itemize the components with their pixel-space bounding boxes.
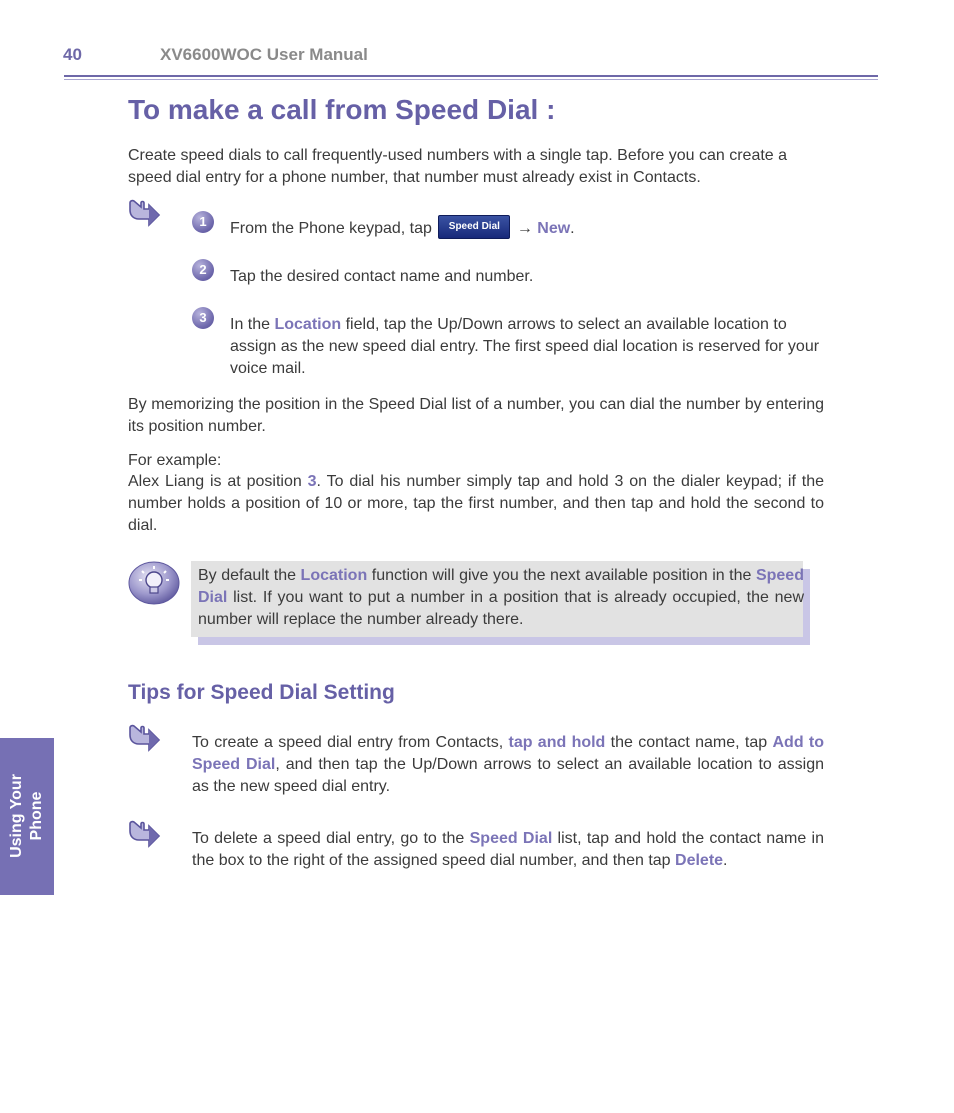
page-title: To make a call from Speed Dial : [128,94,556,125]
tip-1-add-to-speed-dial: Add to Speed Dial [192,734,825,773]
tip-1-part-2: the contact name, tap [610,734,768,751]
step-2-text: Tap the desired contact name and number. [230,268,534,285]
tip-1-part-3: , and then tap the Up/Down arrows to select an available location to assign as the new speed dial entry. [192,756,825,795]
running-title: XV6600WOC User Manual [160,45,368,64]
side-tab-line-2: Phone [28,791,45,841]
intro-paragraph: Create speed dials to call frequently-used numbers with a single tap. Before you can create a speed dial entry for a phone number, that number must already exist in Contacts. [128,147,788,186]
step-1-text [230,218,830,240]
new-menu-item: New [537,220,571,237]
location-field-label: Location [274,316,342,333]
note-part-2: function will give you the next available position in the [371,567,752,584]
tip-1-text [192,732,824,798]
step-number-3: 3 [192,307,214,329]
note-part-1: By default the [198,567,297,584]
note-speed-dial: Speed Dial [198,567,804,606]
header-rule [64,75,878,77]
step-1-text-before: From the Phone keypad, tap [230,220,432,237]
tip-2-speed-dial: Speed Dial [469,830,553,847]
tip-2-text [192,828,824,872]
step-3-text-before: In the [230,316,271,333]
example-text-before: Alex Liang is at position [128,473,302,490]
chapter-side-tab [0,738,54,895]
example-position: 3 [307,473,317,490]
tips-title: Tips for Speed Dial Setting [128,681,395,704]
step-number-2: 2 [192,259,214,281]
step-number-1: 1 [192,211,214,233]
side-tab-line-1: Using Your [8,774,25,858]
step-1-text-after: . [570,220,575,237]
tip-2-part-1: To delete a speed dial entry, go to the [192,830,465,847]
page-number: 40 [63,45,82,64]
step-3-text [230,314,827,380]
header-rule-thin [64,79,878,80]
example-paragraph [128,471,824,537]
chapter-side-tab-label [7,774,47,858]
pointing-hand-icon [127,820,161,850]
pointing-hand-icon [127,724,161,754]
note-location: Location [300,567,368,584]
pointing-hand-icon [127,199,161,229]
step-3-text-after: field, tap the Up/Down arrows to select an available location to assign as the new speed dial entry. The first speed dial location is reserved for your voice mail. [230,316,820,377]
speed-dial-button[interactable]: Speed Dial [438,215,510,239]
memorize-paragraph: By memorizing the position in the Speed Dial list of a number, you can dial the number by entering its position number. [128,396,824,435]
example-text-after: . To dial his number simply tap and hold 3 on the dialer keypad; if the number holds a position of 10 or more, tap the first number, and then tap and hold the second to dial. [128,473,825,534]
tip-2-part-2: list, tap and hold the contact name in the box to the right of the assigned speed dial number, and then tap [192,830,824,869]
tip-2-part-3: . [723,852,728,869]
step-1-arrow: → [516,220,533,237]
note-text [198,565,804,631]
example-label: For example: [128,452,222,469]
tip-2-delete: Delete [675,852,724,869]
tip-1-part-1: To create a speed dial entry from Contacts, [192,734,504,751]
tip-1-tap-and-hold: tap and hold [508,734,606,751]
note-part-3: list. If you want to put a number in a position that is already occupied, the new number will replace the number already there. [198,589,804,628]
lightbulb-icon [128,560,182,606]
